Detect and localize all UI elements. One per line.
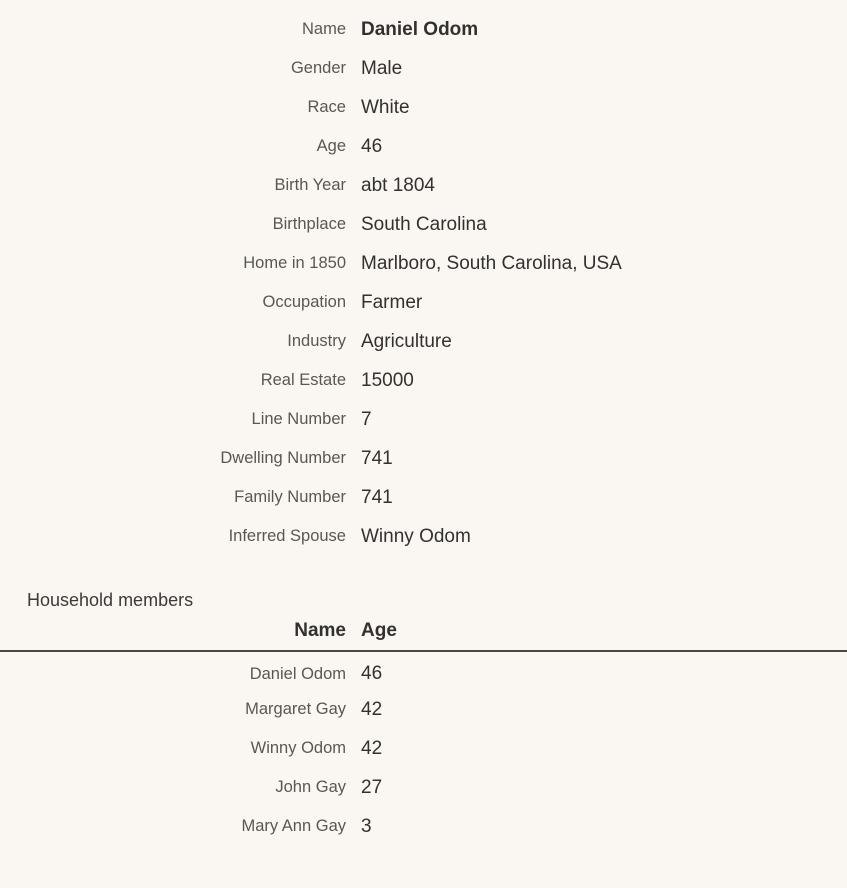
table-row[interactable]	[0, 768, 847, 807]
field-label: Line Number	[251, 410, 346, 428]
field-label: Dwelling Number	[220, 449, 346, 467]
field-label: Race	[307, 98, 346, 116]
field-value: Marlboro, South Carolina, USA	[361, 252, 622, 274]
field-label: Birth Year	[274, 176, 346, 194]
field-label: Birthplace	[272, 215, 346, 233]
member-name: Mary Ann Gay	[241, 817, 346, 835]
member-name: Daniel Odom	[249, 664, 346, 683]
field-label: Gender	[290, 59, 346, 77]
field-row	[0, 127, 847, 166]
field-row	[0, 49, 847, 88]
member-name: John Gay	[275, 778, 346, 796]
record-fields-body	[0, 10, 847, 556]
field-value: Male	[361, 57, 403, 79]
field-row	[0, 244, 847, 283]
field-label: Family Number	[234, 488, 346, 506]
field-value: Agriculture	[361, 330, 452, 352]
column-header-name: Name	[294, 620, 346, 641]
field-row	[0, 10, 847, 49]
field-label: Home in 1850	[243, 254, 346, 272]
field-row	[0, 322, 847, 361]
field-value: 15000	[361, 369, 414, 391]
field-value: Farmer	[361, 291, 423, 313]
field-label: Inferred Spouse	[228, 527, 346, 545]
field-row	[0, 166, 847, 205]
member-age: 46	[361, 663, 383, 684]
field-label: Occupation	[262, 293, 346, 311]
household-members-heading: Household members	[27, 590, 194, 610]
field-row	[0, 517, 847, 556]
field-value: Winny Odom	[361, 525, 471, 547]
field-row	[0, 439, 847, 478]
table-row[interactable]	[0, 651, 847, 690]
field-label: Real Estate	[260, 371, 346, 389]
field-row	[0, 400, 847, 439]
field-row	[0, 361, 847, 400]
field-value: Daniel Odom	[361, 18, 479, 40]
household-members-body	[0, 651, 847, 846]
record-fields-table	[0, 10, 847, 556]
field-value: White	[361, 96, 410, 118]
member-name: Margaret Gay	[245, 700, 346, 718]
table-row[interactable]	[0, 807, 847, 846]
field-row	[0, 205, 847, 244]
field-value: 46	[361, 135, 383, 157]
member-age: 42	[361, 737, 383, 759]
field-value: 741	[361, 486, 393, 508]
member-age: 3	[361, 815, 372, 837]
field-value: South Carolina	[361, 213, 487, 235]
field-label: Age	[316, 137, 346, 155]
household-members-header	[0, 619, 847, 651]
member-age: 27	[361, 776, 383, 798]
field-row	[0, 88, 847, 127]
field-label: Name	[301, 20, 346, 38]
column-header-age: Age	[361, 620, 397, 641]
table-row[interactable]	[0, 690, 847, 729]
household-members-table	[0, 619, 847, 846]
table-row[interactable]	[0, 729, 847, 768]
field-value: 7	[361, 408, 372, 430]
field-value: abt 1804	[361, 174, 435, 196]
table-header-row	[0, 619, 847, 651]
field-row	[0, 478, 847, 517]
field-label: Industry	[287, 332, 346, 350]
member-age: 42	[361, 698, 383, 720]
field-row	[0, 283, 847, 322]
member-name: Winny Odom	[250, 739, 346, 757]
field-value: 741	[361, 447, 393, 469]
